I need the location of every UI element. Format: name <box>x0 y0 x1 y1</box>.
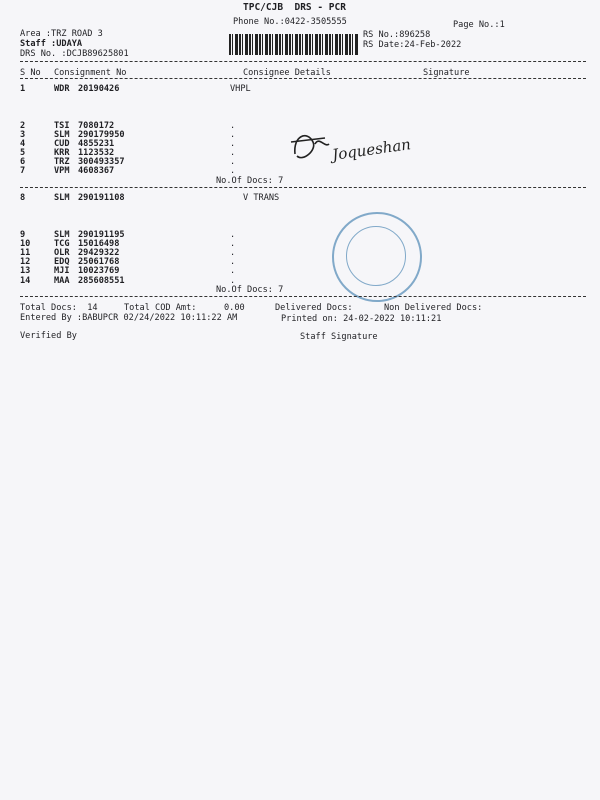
area-label: Area :TRZ ROAD 3 <box>20 29 103 39</box>
row-sno: 14 <box>20 276 31 286</box>
row-number: 4608367 <box>78 166 115 176</box>
row-sno: 9 <box>20 230 26 240</box>
dot-marker: . <box>230 166 236 176</box>
row-sno: 5 <box>20 148 26 158</box>
row-code: VPM <box>54 166 70 176</box>
dot-marker: . <box>230 239 236 249</box>
page-number: Page No.:1 <box>453 20 505 30</box>
divider <box>20 187 586 188</box>
row-code: TSI <box>54 121 70 131</box>
row-number: 25061768 <box>78 257 120 267</box>
row-code: SLM <box>54 130 70 140</box>
row-sno: 7 <box>20 166 26 176</box>
row-number: 1123532 <box>78 148 115 158</box>
row-code: MJI <box>54 266 70 276</box>
dot-marker: . <box>230 139 236 149</box>
dot-marker: . <box>230 276 236 286</box>
row-number: 290191108 <box>78 193 125 203</box>
dot-marker: . <box>230 257 236 267</box>
row-number: 10023769 <box>78 266 120 276</box>
barcode-image <box>229 34 359 55</box>
row-code: SLM <box>54 230 70 240</box>
row-code: OLR <box>54 248 70 258</box>
row-sno: 12 <box>20 257 31 267</box>
docs-count: No.Of Docs: 7 <box>216 176 284 186</box>
drs-number: DRS No. :DCJB89625801 <box>20 49 129 59</box>
row-code: TRZ <box>54 157 70 167</box>
phone-number: Phone No.:0422-3505555 <box>233 17 347 27</box>
staff-label: Staff :UDAYA <box>20 39 83 49</box>
col-consignment: Consignment No <box>54 68 127 78</box>
total-cod-label: Total COD Amt: <box>124 303 197 313</box>
divider <box>20 78 586 79</box>
dot-marker: . <box>230 148 236 158</box>
row-number: 290179950 <box>78 130 125 140</box>
dot-marker: . <box>230 157 236 167</box>
row-code: KRR <box>54 148 70 158</box>
consignee-name: V TRANS <box>243 193 280 203</box>
company-stamp-inner-ring <box>346 226 406 286</box>
row-sno: 10 <box>20 239 31 249</box>
dot-marker: . <box>230 248 236 258</box>
total-docs: Total Docs: 14 <box>20 303 98 313</box>
row-code: EDQ <box>54 257 70 267</box>
svg-text:Joqueshan: Joqueshan <box>331 135 412 164</box>
dot-marker: . <box>230 130 236 140</box>
row-number: 290191195 <box>78 230 125 240</box>
row-sno: 4 <box>20 139 26 149</box>
row-number: 4855231 <box>78 139 115 149</box>
consignee-name: VHPL <box>230 84 251 94</box>
total-cod-value: 0.00 <box>224 303 245 313</box>
row-number: 29429322 <box>78 248 120 258</box>
row-code: WDR <box>54 84 70 94</box>
divider <box>20 61 586 62</box>
dot-marker: . <box>230 121 236 131</box>
delivered-docs: Delivered Docs: <box>275 303 353 313</box>
report-title: TPC/CJB DRS - PCR <box>243 2 346 13</box>
row-number: 15016498 <box>78 239 120 249</box>
row-number: 20190426 <box>78 84 120 94</box>
row-number: 285608551 <box>78 276 125 286</box>
rs-number: RS No.:896258 <box>363 30 431 40</box>
entered-by: Entered By :BABUPCR 02/24/2022 10:11:22 AM <box>20 313 238 323</box>
row-sno: 2 <box>20 121 26 131</box>
row-number: 300493357 <box>78 157 125 167</box>
row-sno: 6 <box>20 157 26 167</box>
divider <box>20 296 586 297</box>
printed-on: Printed on: 24-02-2022 10:11:21 <box>281 314 442 324</box>
docs-count: No.Of Docs: 7 <box>216 285 284 295</box>
row-code: CUD <box>54 139 70 149</box>
row-sno: 13 <box>20 266 31 276</box>
staff-signature-label: Staff Signature <box>300 332 378 342</box>
dot-marker: . <box>230 230 236 240</box>
row-sno: 3 <box>20 130 26 140</box>
row-sno: 11 <box>20 248 31 258</box>
row-number: 7080172 <box>78 121 115 131</box>
verified-by: Verified By <box>20 331 77 341</box>
row-sno: 8 <box>20 193 26 203</box>
row-sno: 1 <box>20 84 26 94</box>
row-code: MAA <box>54 276 70 286</box>
rs-date: RS Date:24-Feb-2022 <box>363 40 462 50</box>
col-sno: S No <box>20 68 41 78</box>
col-consignee: Consignee Details <box>243 68 331 78</box>
col-signature: Signature <box>423 68 470 78</box>
dot-marker: . <box>230 266 236 276</box>
row-code: SLM <box>54 193 70 203</box>
not-delivered-docs: Non Delivered Docs: <box>384 303 483 313</box>
handwritten-signature <box>285 126 435 176</box>
row-code: TCG <box>54 239 70 249</box>
